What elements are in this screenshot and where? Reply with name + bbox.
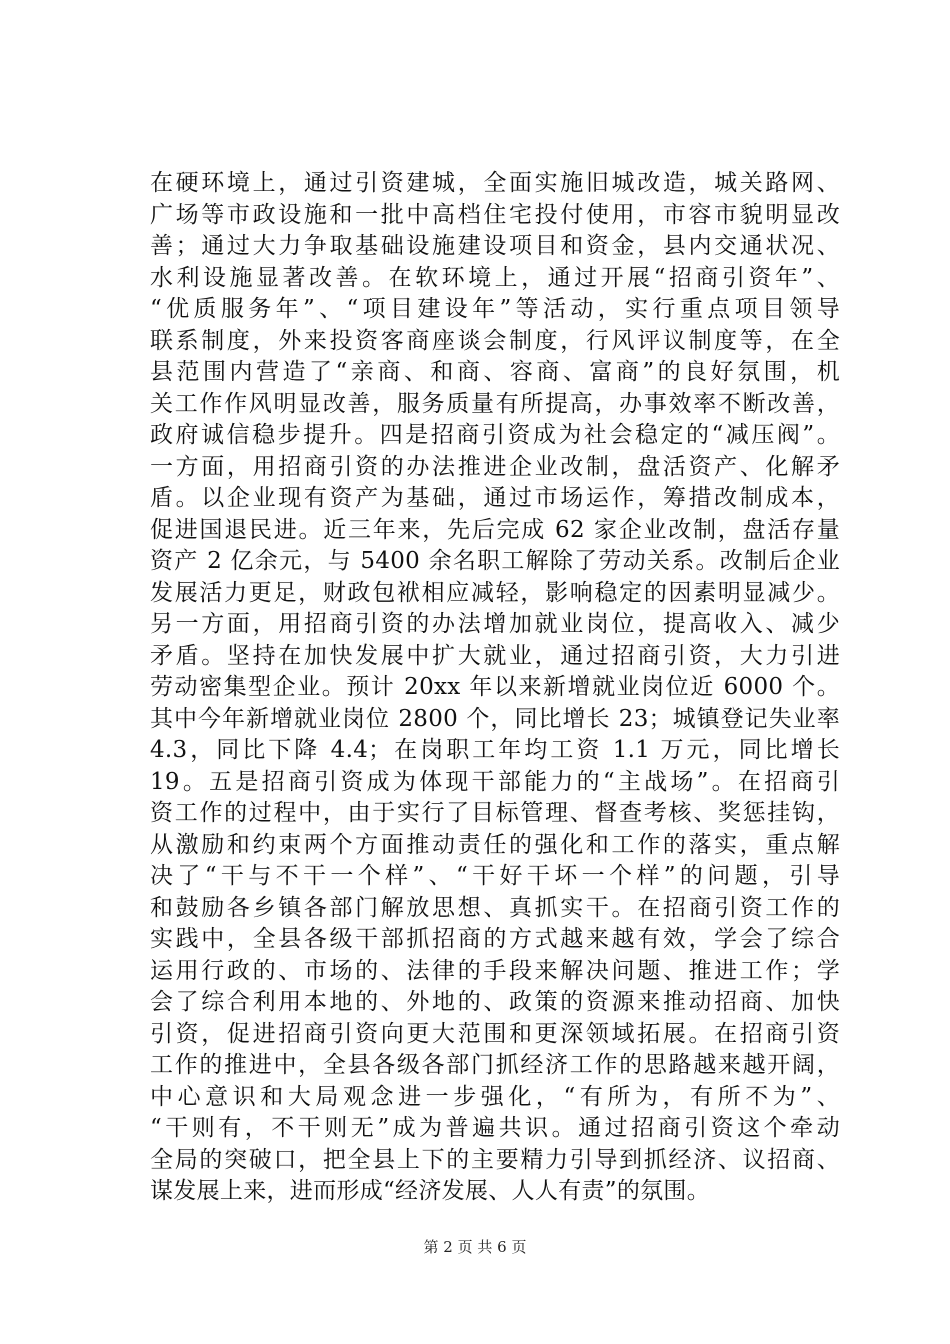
- text-line: 矛盾。坚持在加快发展中扩大就业，通过招商引资，大力引进: [150, 642, 840, 669]
- text-line: 水利设施显著改善。在软环境上，通过开展“招商引资年”、: [150, 264, 840, 291]
- text-line: 其中今年新增就业岗位 2800 个，同比增长 23；城镇登记失业率: [150, 705, 840, 732]
- text-line: 资工作的过程中，由于实行了目标管理、督查考核、奖惩挂钩，: [150, 800, 840, 826]
- text-line: 政府诚信稳步提升。四是招商引资成为社会稳定的“减压阀”。: [150, 422, 840, 448]
- text-line: 善；通过大力争取基础设施建设项目和资金，县内交通状况、: [150, 233, 840, 259]
- text-line-last: 谋发展上来，进而形成“经济发展、人人有责”的氛围。: [150, 1178, 711, 1204]
- text-line: 运用行政的、市场的、法律的手段来解决问题、推进工作；学: [150, 957, 840, 984]
- text-line: 从激励和约束两个方面推动责任的强化和工作的落实，重点解: [150, 831, 840, 858]
- text-line: 19。五是招商引资成为体现干部能力的“主战场”。在招商引: [150, 768, 840, 795]
- text-line: 全局的突破口，把全县上下的主要精力引导到抓经济、议招商、: [150, 1146, 840, 1173]
- body-paragraph: [150, 168, 840, 1208]
- text-line: 引资，促进招商引资向更大范围和更深领域拓展。在招商引资: [150, 1020, 840, 1047]
- text-line: 县范围内营造了“亲商、和商、容商、富商”的良好氛围，机: [150, 359, 840, 385]
- text-line: 工作的推进中，全县各级各部门抓经济工作的思路越来越开阔，: [150, 1052, 840, 1078]
- text-line: 在硬环境上，通过引资建城，全面实施旧城改造，城关路网、: [150, 170, 840, 196]
- text-line: 劳动密集型企业。预计 20xx 年以来新增就业岗位近 6000 个。: [150, 674, 840, 700]
- text-line: 实践中，全县各级干部抓招商的方式越来越有效，学会了综合: [150, 926, 840, 952]
- text-line: 另一方面，用招商引资的办法增加就业岗位，提高收入、减少: [150, 611, 840, 637]
- page-number: 第 2 页 共 6 页: [423, 1238, 527, 1256]
- text-line: 发展活力更足，财政包袱相应减轻，影响稳定的因素明显减少。: [150, 579, 840, 606]
- text-line: 盾。以企业现有资产为基础，通过市场运作，筹措改制成本，: [150, 485, 840, 511]
- text-line: 联系制度，外来投资客商座谈会制度，行风评议制度等，在全: [150, 327, 840, 354]
- page-footer: [0, 1237, 950, 1257]
- text-line: 决了“干与不干一个样”、“干好干坏一个样”的问题，引导: [150, 863, 840, 889]
- text-line: 关工作作风明显改善，服务质量有所提高，办事效率不断改善，: [150, 390, 840, 417]
- text-line: 广场等市政设施和一批中高档住宅投付使用，市容市貌明显改: [150, 201, 840, 228]
- text-line: 资产 2 亿余元，与 5400 余名职工解除了劳动关系。改制后企业: [150, 548, 840, 574]
- text-line: 一方面，用招商引资的办法推进企业改制，盘活资产、化解矛: [150, 453, 840, 480]
- text-line: 和鼓励各乡镇各部门解放思想、真抓实干。在招商引资工作的: [150, 894, 840, 921]
- text-line: 中心意识和大局观念进一步强化，“有所为，有所不为”、: [150, 1083, 840, 1110]
- text-line: “干则有，不干则无”成为普遍共识。通过招商引资这个牵动: [150, 1115, 840, 1141]
- text-line: 会了综合利用本地的、外地的、政策的资源来推动招商、加快: [150, 989, 840, 1015]
- text-line: 促进国退民进。近三年来，先后完成 62 家企业改制，盘活存量: [150, 516, 840, 543]
- text-line: “优质服务年”、“项目建设年”等活动，实行重点项目领导: [150, 296, 840, 322]
- text-line: 4.3，同比下降 4.4；在岗职工年均工资 1.1 万元，同比增长: [150, 737, 840, 763]
